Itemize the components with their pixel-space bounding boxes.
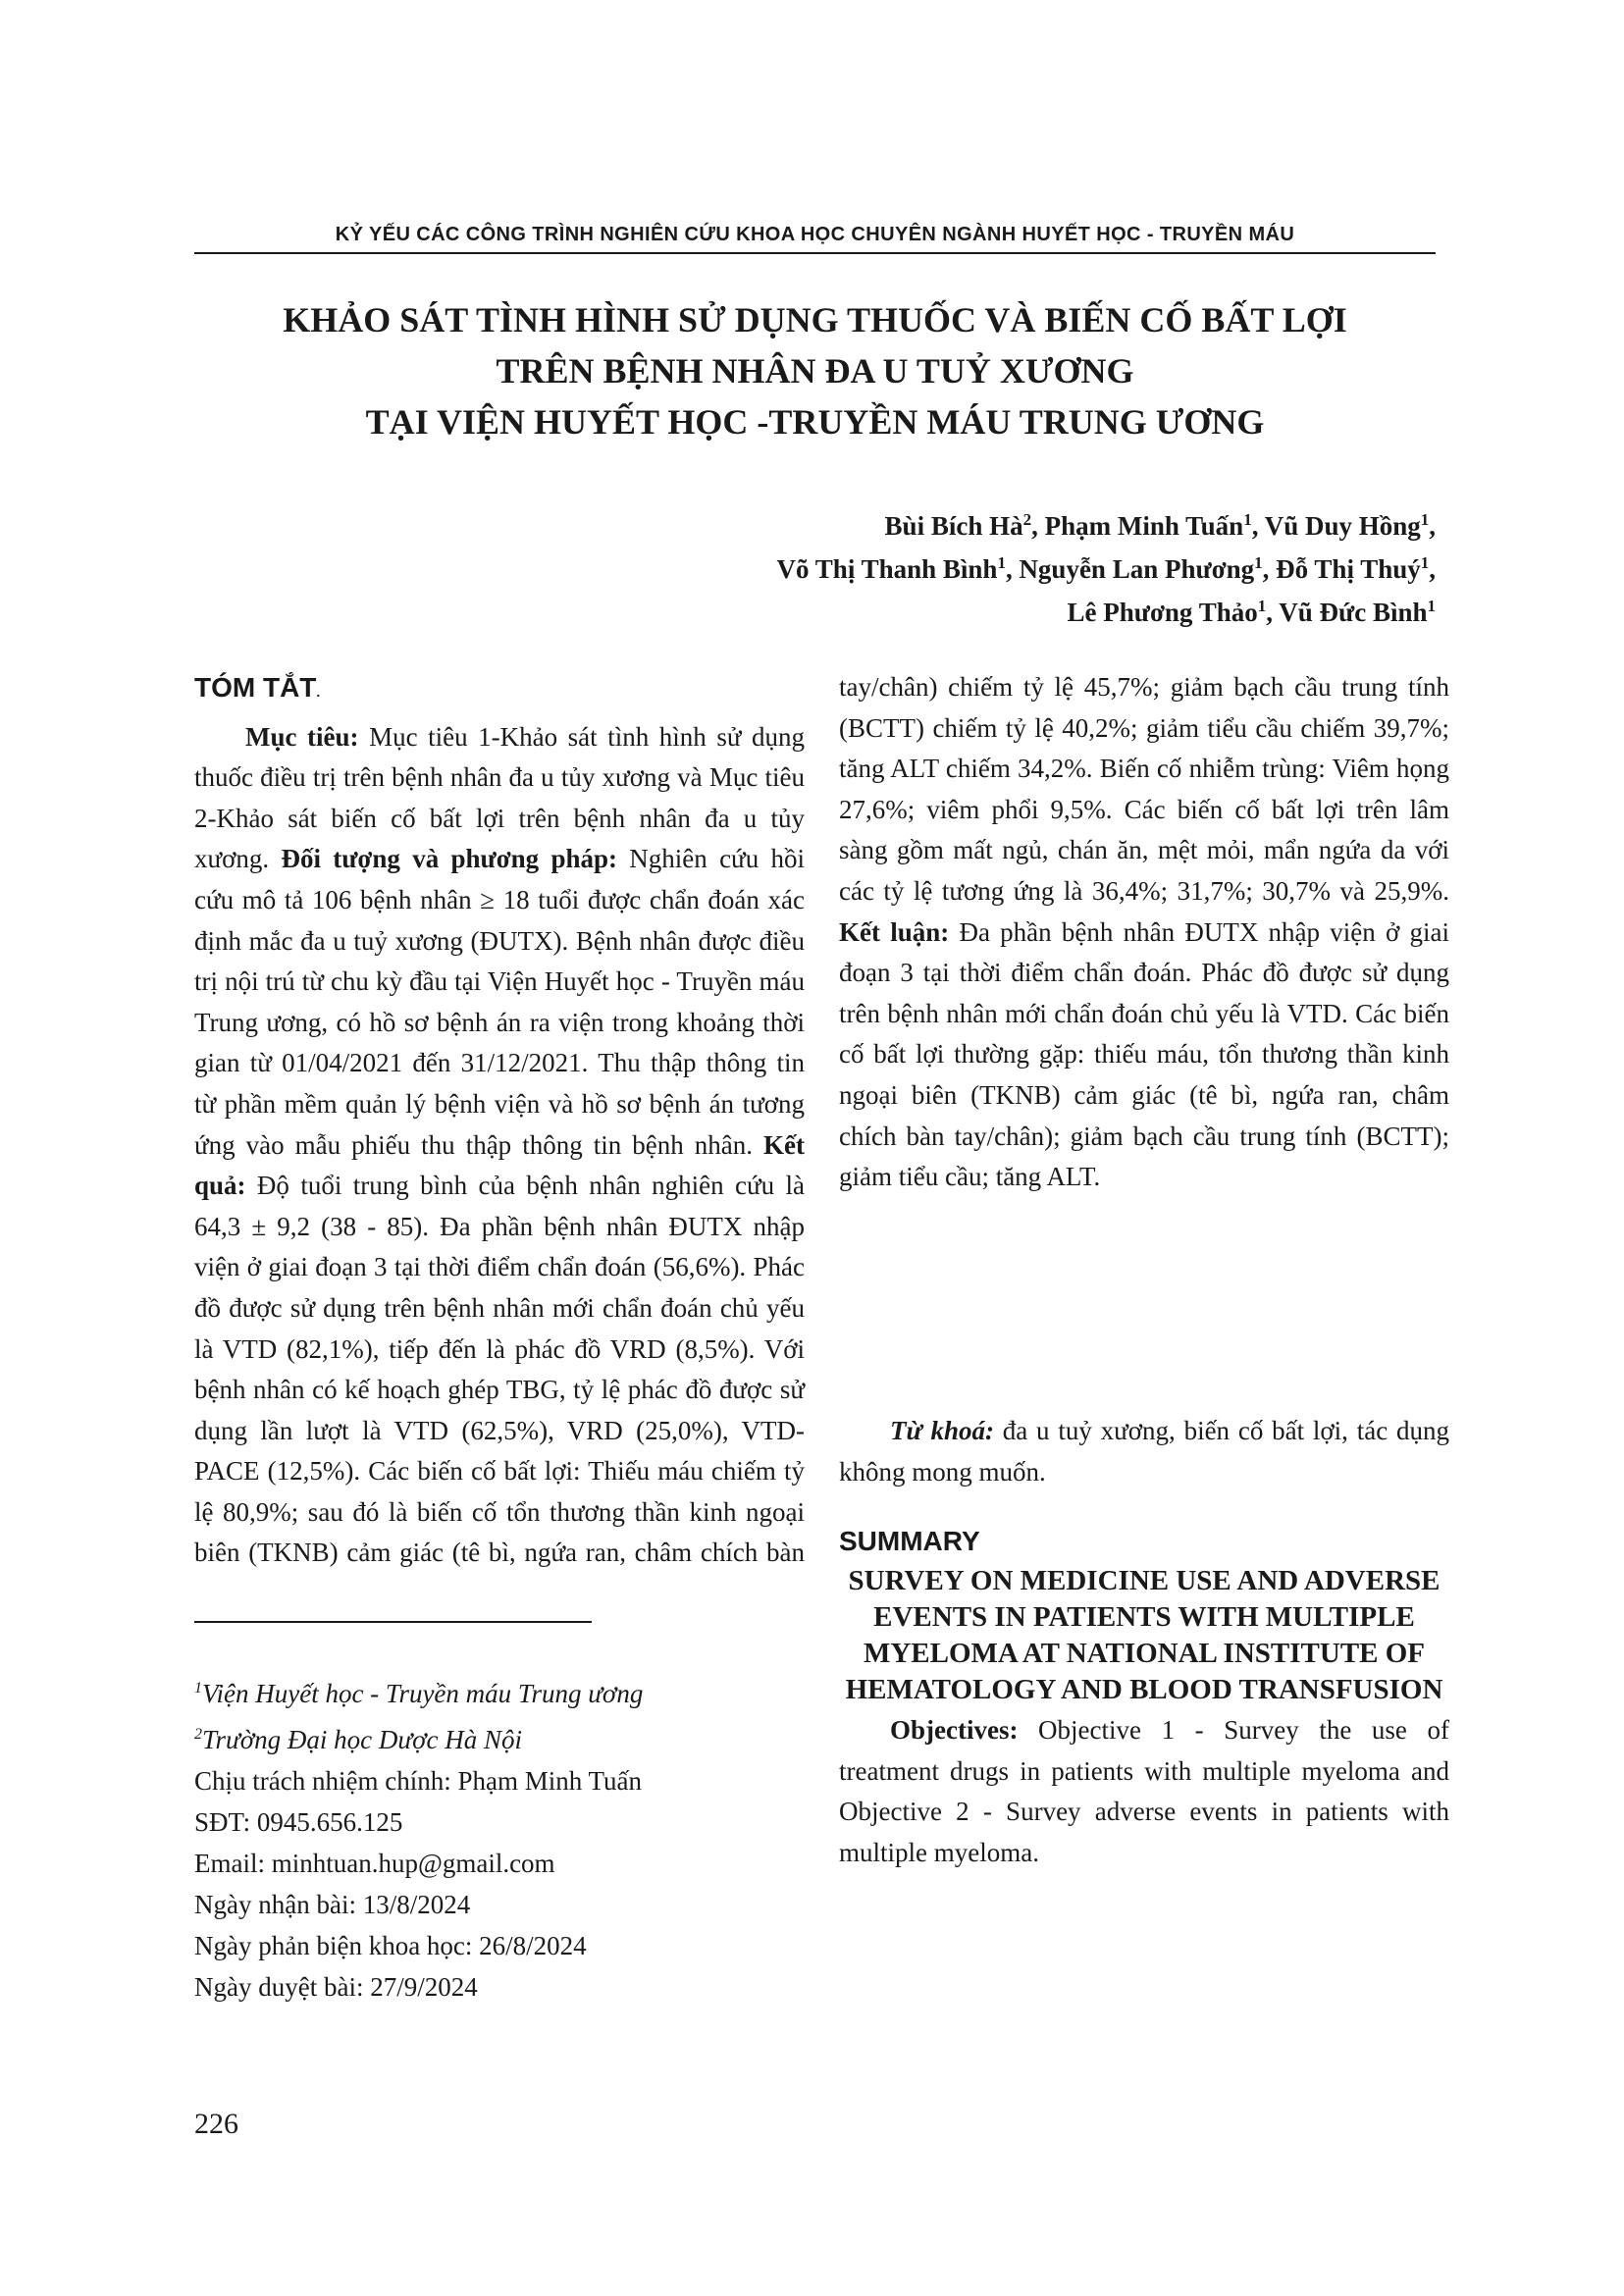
author-affil: 1 [1243, 510, 1252, 529]
author-line-2: Võ Thị Thanh Bình$^1$, Nguyễn Lan Phương$^1$, Đỗ Thị Thuý$^1$, [776, 553, 1436, 584]
affiliation-1 [194, 1668, 822, 1714]
page-number: 226 [194, 2108, 238, 2140]
corresponding-author: Chịu trách nhiệm chính: Phạm Minh Tuấn [194, 1766, 642, 1796]
author-name: Đỗ Thị Thuý [1276, 554, 1421, 584]
author-name: Bùi Bích Hà [884, 511, 1023, 541]
keywords-paragraph [839, 1411, 1449, 1492]
title-line-2: TRÊN BỆNH NHÂN ĐA U TUỶ XƯƠNG [496, 351, 1134, 391]
summary-paragraph [839, 1710, 1449, 1873]
affil-text: Trường Đại học Dược Hà Nội [202, 1725, 523, 1754]
author-affil: 1 [997, 553, 1006, 572]
en-objectives-text: Objective 1 - Survey the use of treatment drugs in patients with multiple myeloma and Objective 2 - Survey adverse events in patients with multiple myeloma. [839, 1715, 1449, 1867]
keywords-text: đa u tuỷ xương, biến cố bất lợi, tác dụng không mong muốn. [839, 1416, 1449, 1487]
author-name: Vũ Đức Bình [1279, 598, 1428, 627]
affiliation-2 [194, 1714, 822, 1760]
article-title [194, 294, 1436, 447]
author-name: Nguyễn Lan Phương [1019, 554, 1255, 584]
footnote-divider [194, 1621, 592, 1623]
affil-sup: 1 [194, 1680, 202, 1696]
abstract-heading-dot: . [316, 684, 321, 700]
author-line-3: Lê Phương Thảo$^1$, Vũ Đức Bình$^1$ [1067, 597, 1436, 627]
affil-sup: 2 [194, 1726, 202, 1743]
author-name: Phạm Minh Tuấn [1044, 511, 1244, 541]
keywords-label: Từ khoá: [890, 1416, 994, 1445]
affil-text: Viện Huyết học - Truyền máu Trung ương [202, 1679, 644, 1708]
en-objectives-label: Objectives: [890, 1715, 1019, 1746]
objectives-text: Mục tiêu 1-Khảo sát tình hình sử dụng thuốc điều trị trên bệnh nhân đa u tủy xương và Mục tiêu 2-Khảo sát biến cố bất lợi trên bệnh nhân đa u tủy xương. [194, 721, 806, 874]
abstract-heading-text: TÓM TẮT [194, 672, 317, 703]
author-name: Vũ Duy Hồng [1264, 511, 1421, 541]
author-line-1: Bùi Bích $Hà^2$, Phạm Minh Tuấn$^1$, Vũ Duy Hồng$^1$, [884, 510, 1436, 541]
author-affil: 1 [1257, 597, 1267, 615]
author-name: Lê Phương Thảo [1067, 598, 1258, 627]
date-reviewed: Ngày phản biện khoa học: 26/8/2024 [194, 1931, 587, 1960]
author-list [454, 504, 1436, 634]
conclusion-text: Đa phần bệnh nhân ĐUTX nhập viện ở giai đoạn 3 tại thời điểm chẩn đoán. Phác đồ được sử dụng trên bệnh nhân mới chẩn đoán chủ yếu là VTD. Các biến cố bất lợi thường gặp: thiếu máu, tổn thương thần kinh ngoại biên (TKNB) cảm giác (tê bì, ngứa ran, châm chích bàn tay/chân); giảm bạch cầu trung tính (BCTT); giảm tiểu cầu; tăng ALT. [839, 916, 1449, 1192]
header-divider [194, 252, 1436, 254]
running-header: KỶ YẾU CÁC CÔNG TRÌNH NGHIÊN CỨU KHOA HỌC CHUYÊN NGÀNH HUYẾT HỌC - TRUYỀN MÁU [335, 224, 1295, 245]
abstract-heading [194, 667, 805, 713]
date-accepted: Ngày duyệt bài: 27/9/2024 [194, 1972, 478, 2002]
author-affil: 1 [1427, 597, 1436, 615]
methods-text: Nghiên cứu hồi cứu mô tả 106 bệnh nhân ≥ 18 tuổi được chẩn đoán xác định mắc đa u tuỷ xương (ĐUTX). Bệnh nhân được điều trị nội trú từ chu kỳ đầu tại Viện Huyết học - Truyền máu Trung ương, có hồ sơ bệnh án ra viện trong khoảng thời gian từ 01/04/2021 đến 31/12/2021. Thu thập thông tin từ phần mềm quản lý bệnh viện và hồ sơ bệnh án tương ứng vào mẫu phiếu thu thập thông tin bệnh nhân. [194, 844, 805, 1160]
author-affil: 2 [1022, 510, 1032, 529]
results-text: Độ tuổi trung bình của bệnh nhân nghiên cứu là 64,3 ± 9,2 (38 - 85). Đa phần bệnh nhân ĐUTX nhập viện ở giai đoạn 3 tại thời điểm chẩn đoán (56,6%). Phác đồ được sử dụng trên bệnh nhân mới chẩn đoán chủ yếu là VTD (82,1%), tiếp đến là phác đồ VRD (8,5%). Với bệnh nhân có kế hoạch ghép TBG, tỷ lệ phác đồ được sử dụng lần lượt là VTD (62,5%), VRD (25,0%), VTD-PACE (12,5%). Các biến cố bất lợi: Thiếu máu chiếm tỷ lệ 80,9%; sau đó là biến cố tổn thương thần kinh ngoại biên (TKNB) cảm giác (tê bì, ngứa ran, châm chích bàn tay/chân) chiếm tỷ lệ 45,7%; giảm bạch cầu trung tính (BCTT) chiếm tỷ lệ 40,2%; giảm tiểu cầu chiếm 39,7%; tăng ALT chiếm 34,2%. Biến cố nhiễm trùng: Viêm họng 27,6%; viêm phổi 9,5%. Các biến cố bất lợi trên lâm sàng gồm mất ngủ, chán ăn, mệt mỏi, mẩn ngứa da với các tỷ lệ tương ứng là 36,4%; 31,7%; 30,7% và 25,9%. [194, 672, 1449, 1568]
right-column [839, 1411, 1449, 1874]
date-received: Ngày nhận bài: 13/8/2024 [194, 1890, 471, 1919]
footnotes [194, 1668, 822, 2008]
summary-heading: SUMMARY [839, 1526, 980, 1557]
conclusion-label: Kết luận: [839, 916, 950, 947]
results-label: Kết quả: [194, 1129, 805, 1201]
author-affil: 1 [1254, 553, 1263, 572]
methods-label: Đối tượng và phương pháp: [281, 844, 618, 874]
english-title: SURVEY ON MEDICINE USE AND ADVERSE EVENTS IN PATIENTS WITH MULTIPLE MYELOMA AT NATIONAL INSTITUTE OF HEMATOLOGY AND BLOOD TRANSFUSION [845, 1565, 1443, 1706]
title-line-1: KHẢO SÁT TÌNH HÌNH SỬ DỤNG THUỐC VÀ BIẾN CỐ BẤT LỢI [283, 300, 1347, 339]
author-name: Võ Thị Thanh Bình [776, 554, 998, 584]
title-line-3: TẠI VIỆN HUYẾT HỌC -TRUYỀN MÁU TRUNG ƯƠNG [365, 402, 1265, 442]
phone: SĐT: 0945.656.125 [194, 1807, 403, 1837]
author-affil: 1 [1420, 510, 1430, 529]
email: Email: minhtuan.hup@gmail.com [194, 1849, 555, 1878]
author-affil: 1 [1420, 553, 1430, 572]
objectives-label: Mục tiêu: [245, 721, 359, 752]
